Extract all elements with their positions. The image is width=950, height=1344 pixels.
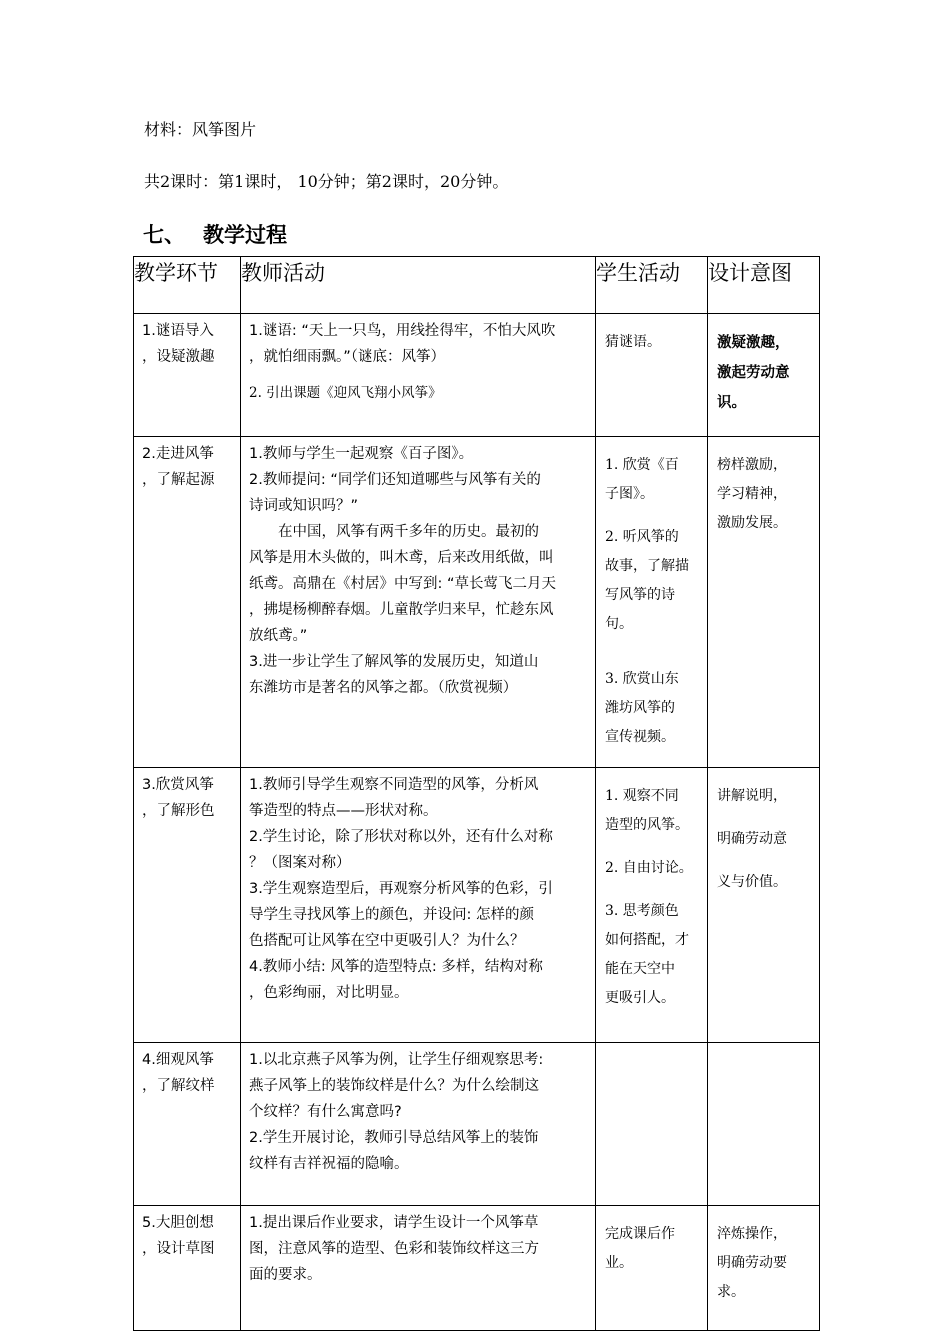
stage-cell [134, 314, 241, 437]
table-row [134, 437, 820, 768]
teacher-line: 1.提出课后作业要求，请学生设计一个风筝草 [249, 1215, 539, 1231]
teacher-activity-cell [241, 768, 596, 1043]
header-student-activity: 学生活动 [596, 257, 708, 314]
student-line: 业。 [605, 1255, 633, 1271]
stage-line: 4.细观风筝 [142, 1052, 214, 1068]
intent-line: 激疑激趣， [717, 335, 790, 351]
student-line: 2. 听风筝的 [605, 529, 679, 545]
intent-line: 学习精神， [717, 486, 787, 502]
table-row [134, 1043, 820, 1206]
teacher-line: 东潍坊市是著名的风筝之都。（欣赏视频） [249, 680, 518, 696]
intent-line: 求。 [717, 1284, 745, 1300]
student-activity-cell [596, 1043, 708, 1206]
stage-line: ，设疑激趣 [142, 349, 215, 365]
stage-line: 5.大胆创想 [142, 1215, 214, 1231]
student-line: 句。 [605, 616, 633, 632]
teacher-activity-cell [241, 1206, 596, 1331]
teacher-line: ，拂堤杨柳醉春烟。儿童散学归来早，忙趁东风 [249, 602, 554, 618]
teacher-line: 在中国，风筝有两千多年的历史。最初的 [278, 524, 539, 540]
teacher-line: 4.教师小结: 风筝的造型特点: 多样，结构对称 [249, 959, 543, 975]
student-line: 2. 自由讨论。 [605, 860, 693, 876]
student-activity-cell [596, 437, 708, 768]
stage-line: 1.谜语导入 [142, 323, 214, 339]
table-row [134, 1206, 820, 1331]
stage-cell [134, 437, 241, 768]
stage-line: 3.欣赏风筝 [142, 777, 214, 793]
teacher-activity-cell [241, 314, 596, 437]
table-row [134, 314, 820, 437]
student-line: 猜谜语。 [605, 334, 661, 350]
design-intent-cell [708, 1043, 820, 1206]
student-activity-cell [596, 314, 708, 437]
teacher-activity-cell [241, 437, 596, 768]
teacher-line: ，就怕细雨飘。”（谜底：风筝） [249, 349, 446, 365]
stage-cell [134, 1043, 241, 1206]
student-line: 如何搭配，才 [605, 932, 689, 948]
teacher-line: 1.教师引导学生观察不同造型的风筝，分析风 [249, 777, 539, 793]
teacher-line: 2.学生讨论，除了形状对称以外，还有什么对称 [249, 829, 553, 845]
teacher-line: 2.教师提问: “同学们还知道哪些与风筝有关的 [249, 472, 541, 488]
teacher-line: 1.谜语: “天上一只鸟，用线拴得牢，不怕大风吹 [249, 323, 556, 339]
student-line: 写风筝的诗 [605, 587, 675, 603]
teacher-line: 3.进一步让学生了解风筝的发展历史，知道山 [249, 654, 539, 670]
student-line: 潍坊风筝的 [605, 700, 675, 716]
header-stage: 教学环节 [134, 257, 241, 314]
teacher-line: 个纹样？有什么寓意吗? [249, 1104, 402, 1120]
stage-line: ，了解形色 [142, 803, 215, 819]
teacher-line: 1.教师与学生一起观察《百子图》。 [249, 446, 474, 462]
teaching-process-table [133, 256, 820, 1331]
materials-line: 材料：风筝图片 [144, 120, 257, 139]
teacher-line: ？（图案对称） [249, 855, 351, 871]
intent-line: 淬炼操作， [717, 1226, 787, 1242]
stage-cell [134, 1206, 241, 1331]
teacher-line: 导学生寻找风筝上的颜色，并设问: 怎样的颜 [249, 907, 534, 923]
student-activity-cell [596, 1206, 708, 1331]
section-number: 七、 [143, 223, 185, 247]
stage-line: ，设计草图 [142, 1241, 215, 1257]
student-line: 1. 欣赏《百 [605, 457, 679, 473]
student-line: 完成课后作 [605, 1226, 675, 1242]
design-intent-cell [708, 437, 820, 768]
design-intent-cell [708, 1206, 820, 1331]
teacher-line: 图，注意风筝的造型、色彩和装饰纹样这三方 [249, 1241, 539, 1257]
teacher-activity-cell [241, 1043, 596, 1206]
header-teacher-activity: 教师活动 [241, 257, 596, 314]
teacher-line: 1.以北京燕子风筝为例，让学生仔细观察思考: [249, 1052, 544, 1068]
teacher-line: 放纸鸢。” [249, 628, 308, 644]
teacher-line: 风筝是用木头做的，叫木鸢，后来改用纸做，叫 [249, 550, 554, 566]
stage-line: 2.走进风筝 [142, 446, 214, 462]
header-design-intent: 设计意图 [708, 257, 820, 314]
teacher-line: 2. 引出课题《迎风飞翔小风筝》 [249, 385, 442, 401]
student-line: 故事，了解描 [605, 558, 689, 574]
section-heading [143, 219, 287, 249]
student-line: 3. 思考颜色 [605, 903, 679, 919]
student-line: 子图》。 [605, 486, 654, 502]
stage-line: ，了解起源 [142, 472, 215, 488]
intent-line: 明确劳动要 [717, 1255, 787, 1271]
student-line: 1. 观察不同 [605, 788, 679, 804]
student-activity-cell [596, 768, 708, 1043]
stage-cell [134, 768, 241, 1043]
student-line: 能在天空中 [605, 961, 675, 977]
teacher-line: 筝造型的特点——形状对称。 [249, 803, 438, 819]
design-intent-cell [708, 768, 820, 1043]
teacher-line: ，色彩绚丽，对比明显。 [249, 985, 409, 1001]
teacher-line: 纹样有吉祥祝福的隐喻。 [249, 1156, 409, 1172]
intent-line: 讲解说明， [717, 788, 787, 804]
teacher-line: 3.学生观察造型后，再观察分析风筝的色彩，引 [249, 881, 553, 897]
intent-line: 榜样激励， [717, 457, 787, 473]
intent-line: 义与价值。 [717, 874, 787, 890]
intent-line: 激起劳动意 [717, 365, 790, 381]
section-title: 教学过程 [203, 223, 287, 247]
teacher-line: 诗词或知识吗？” [249, 498, 359, 514]
class-hours-line: 共2课时：第1课时， 10分钟；第2课时，20分钟。 [144, 172, 509, 191]
teacher-line: 色搭配可让风筝在空中更吸引人？为什么？ [249, 933, 525, 949]
student-line: 造型的风筝。 [605, 817, 689, 833]
stage-line: ，了解纹样 [142, 1078, 215, 1094]
intent-line: 激励发展。 [717, 515, 787, 531]
teacher-line: 面的要求。 [249, 1267, 322, 1283]
table-row [134, 768, 820, 1043]
teacher-line: 燕子风筝上的装饰纹样是什么？为什么绘制这 [249, 1078, 539, 1094]
teacher-line: 纸鸢。高鼎在《村居》中写到: “草长莺飞二月天 [249, 576, 557, 592]
intent-line: 明确劳动意 [717, 831, 787, 847]
student-line: 更吸引人。 [605, 990, 675, 1006]
intent-line: 识。 [717, 395, 746, 411]
design-intent-cell [708, 314, 820, 437]
student-line: 3. 欣赏山东 [605, 671, 679, 687]
table-header-row [134, 257, 820, 314]
student-line: 宣传视频。 [605, 729, 675, 745]
teacher-line: 2.学生开展讨论，教师引导总结风筝上的装饰 [249, 1130, 539, 1146]
